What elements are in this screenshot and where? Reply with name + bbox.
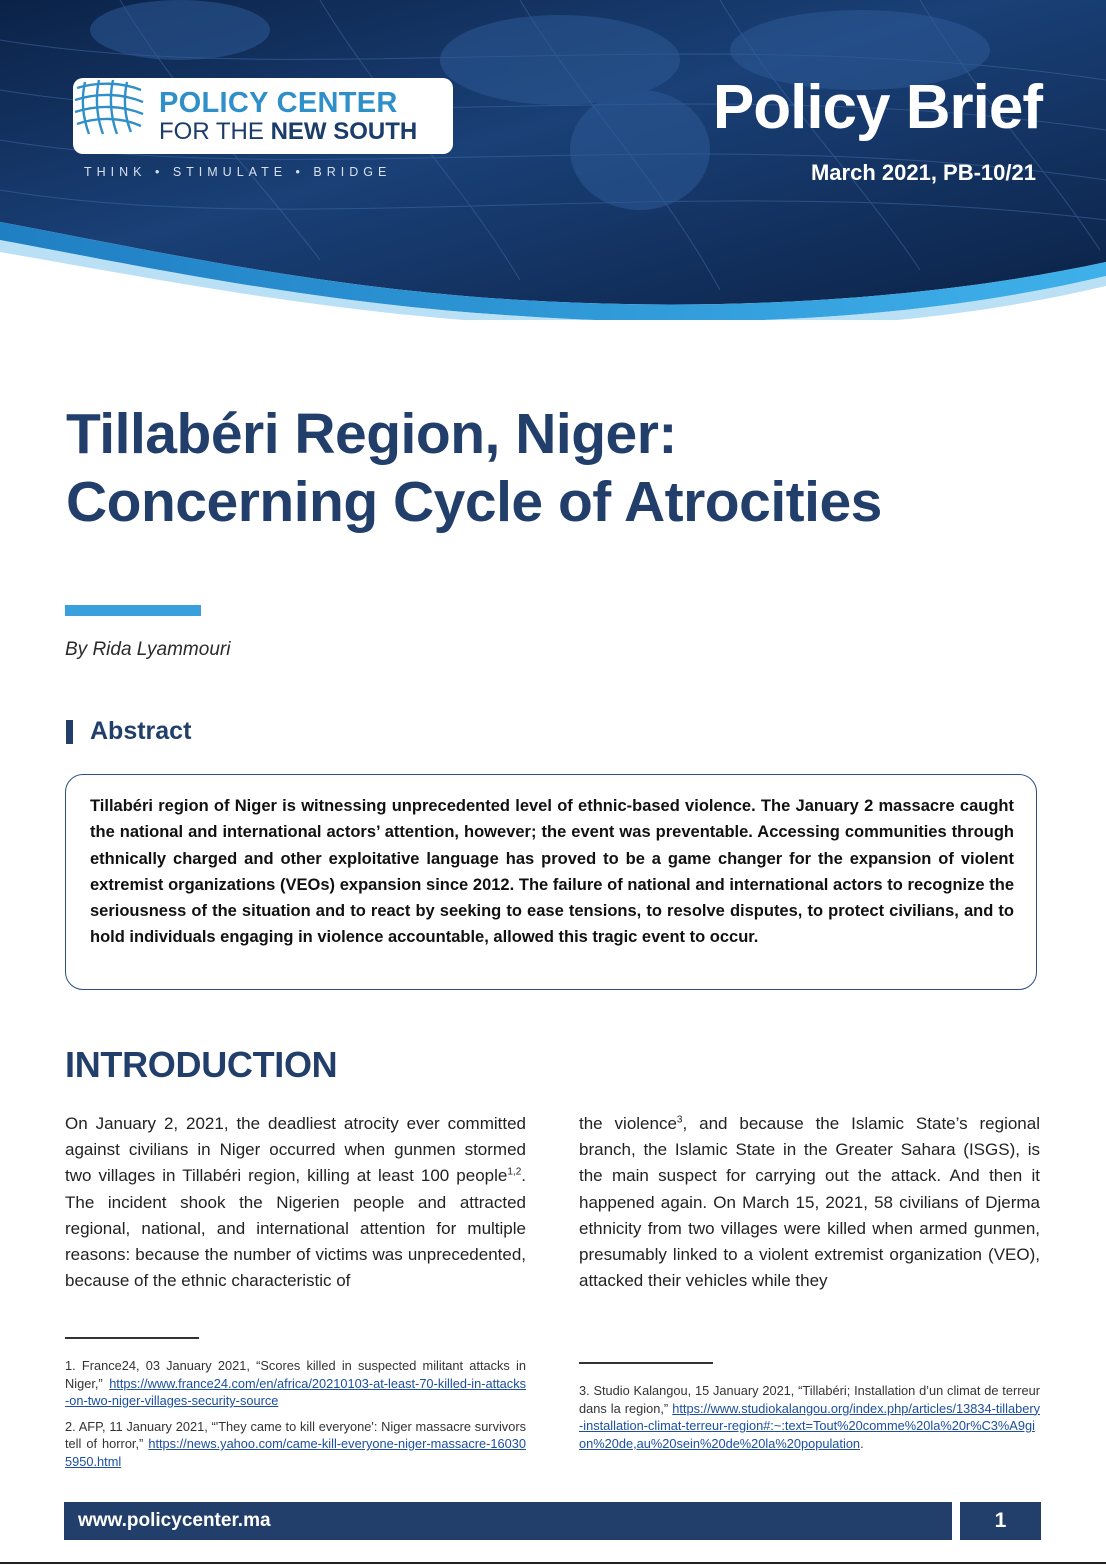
footnote-1-link[interactable]: https://www.france24.com/en/africa/20210103-at-least-70-killed-in-attacks-on-two-niger-villages-security-source (65, 1375, 526, 1408)
author-byline: By Rida Lyammouri (65, 639, 231, 660)
logo-tagline: THINK • STIMULATE • BRIDGE (84, 165, 392, 179)
intro-left-text-a: On January 2, 2021, the deadliest atrocity ever committed against civilians in Niger occurred when gunmen stormed two villages in Tillabéri region, killing at least 100 people (65, 1114, 526, 1186)
logo-text-line1: POLICY CENTER (159, 87, 398, 119)
footnote-3 (579, 1382, 1040, 1452)
page-bottom-rule (0, 1562, 1106, 1564)
title-accent-bar (65, 605, 201, 616)
logo[interactable] (73, 78, 453, 154)
footnote-3-link[interactable]: https://www.studiokalangou.org/index.php/articles/13834-tillabery-installation-climat-terreur-region#:~:text=Tout%20comme%20la%20r%C3%A9gion%20de,au%20sein%20de%20la%20population (579, 1400, 1040, 1451)
section-heading-introduction: INTRODUCTION (65, 1044, 338, 1085)
intro-column-right (579, 1111, 1040, 1294)
footnote-ref-3[interactable]: 3 (676, 1114, 683, 1126)
abstract-heading-label: Abstract (90, 717, 192, 745)
footnote-3-text: 3. Studio Kalangou, 15 January 2021, “Tillabéri; Installation d’un climat de terreur dans la region,” (579, 1383, 1040, 1416)
policy-brief-date: March 2021, PB-10/21 (810, 160, 1036, 185)
footnote-2-text: 2. AFP, 11 January 2021, “'They came to kill everyone': Niger massacre survivors tell of horror,” (65, 1418, 526, 1451)
footnote-3-end: . (860, 1435, 864, 1451)
footnote-1-text: 1. France24, 03 January 2021, “Scores killed in suspected militant attacks in Niger,” (65, 1358, 526, 1391)
article-title-line1: Tillabéri Region, Niger: (66, 402, 677, 466)
footnote-divider-left (65, 1337, 199, 1339)
footer-website-link[interactable]: www.policycenter.ma (78, 1510, 271, 1531)
logo-text-line2 (159, 118, 417, 146)
page-number: 1 (960, 1502, 1041, 1540)
footnotes-left (65, 1357, 526, 1478)
footnote-ref-1-2[interactable]: 1,2 (507, 1166, 522, 1178)
footnote-divider-right (579, 1362, 713, 1364)
intro-right-text-a: the violence (579, 1114, 677, 1133)
intro-right-text-b: , and because the Islamic State’s regional branch, the Islamic State in the Greater Sahara (ISGS), is the main suspect for carrying out the attack. And then it happened again. On March 15, 2021, 58 civilians of Djerma ethnicity from two villages were killed when armed gunmen, presumably linked to a violent extremist organization (VEO), attacked their vehicles while they (579, 1114, 1040, 1291)
policy-brief-label: Policy Brief (712, 73, 1042, 142)
logo-text-line2-prefix: FOR THE (159, 118, 271, 145)
article-title-line2: Concerning Cycle of Atrocities (66, 470, 882, 534)
abstract-heading-bar (66, 720, 73, 744)
footnotes-right (579, 1382, 1040, 1460)
logo-text-line2-bold: NEW SOUTH (270, 118, 418, 145)
abstract-text: Tillabéri region of Niger is witnessing unprecedented level of ethnic-based violence. The January 2 massacre caught the national and international actors’ attention, however; the event was preventable. Accessing communities through ethnically charged and other exploitative language has proved to be a game changer for the expansion of violent extremist organizations (VEOs) expansion since 2012. The failure of national and international actors to recognize the seriousness of the situation and to react by seeking to ease tensions, to resolve disputes, to protect civilians, and to hold individuals engaging in violence accountable, allowed this tragic event to occur. (90, 797, 1014, 947)
intro-left-text-b: . The incident shook the Nigerien people and attracted regional, national, and international attention for multiple reasons: because the number of victims was unprecedented, because of the ethnic characteristic of (65, 1166, 526, 1291)
footnote-2-link[interactable]: https://news.yahoo.com/came-kill-everyone-niger-massacre-160305950.html (65, 1436, 526, 1469)
footnote-2 (65, 1418, 526, 1471)
article-title (66, 400, 1056, 536)
globe-grid-logo-icon (73, 78, 145, 136)
intro-column-left (65, 1111, 526, 1294)
footer-bar (64, 1502, 952, 1540)
footnote-1 (65, 1357, 526, 1410)
abstract-box (65, 774, 1037, 990)
page-header (0, 0, 1106, 320)
